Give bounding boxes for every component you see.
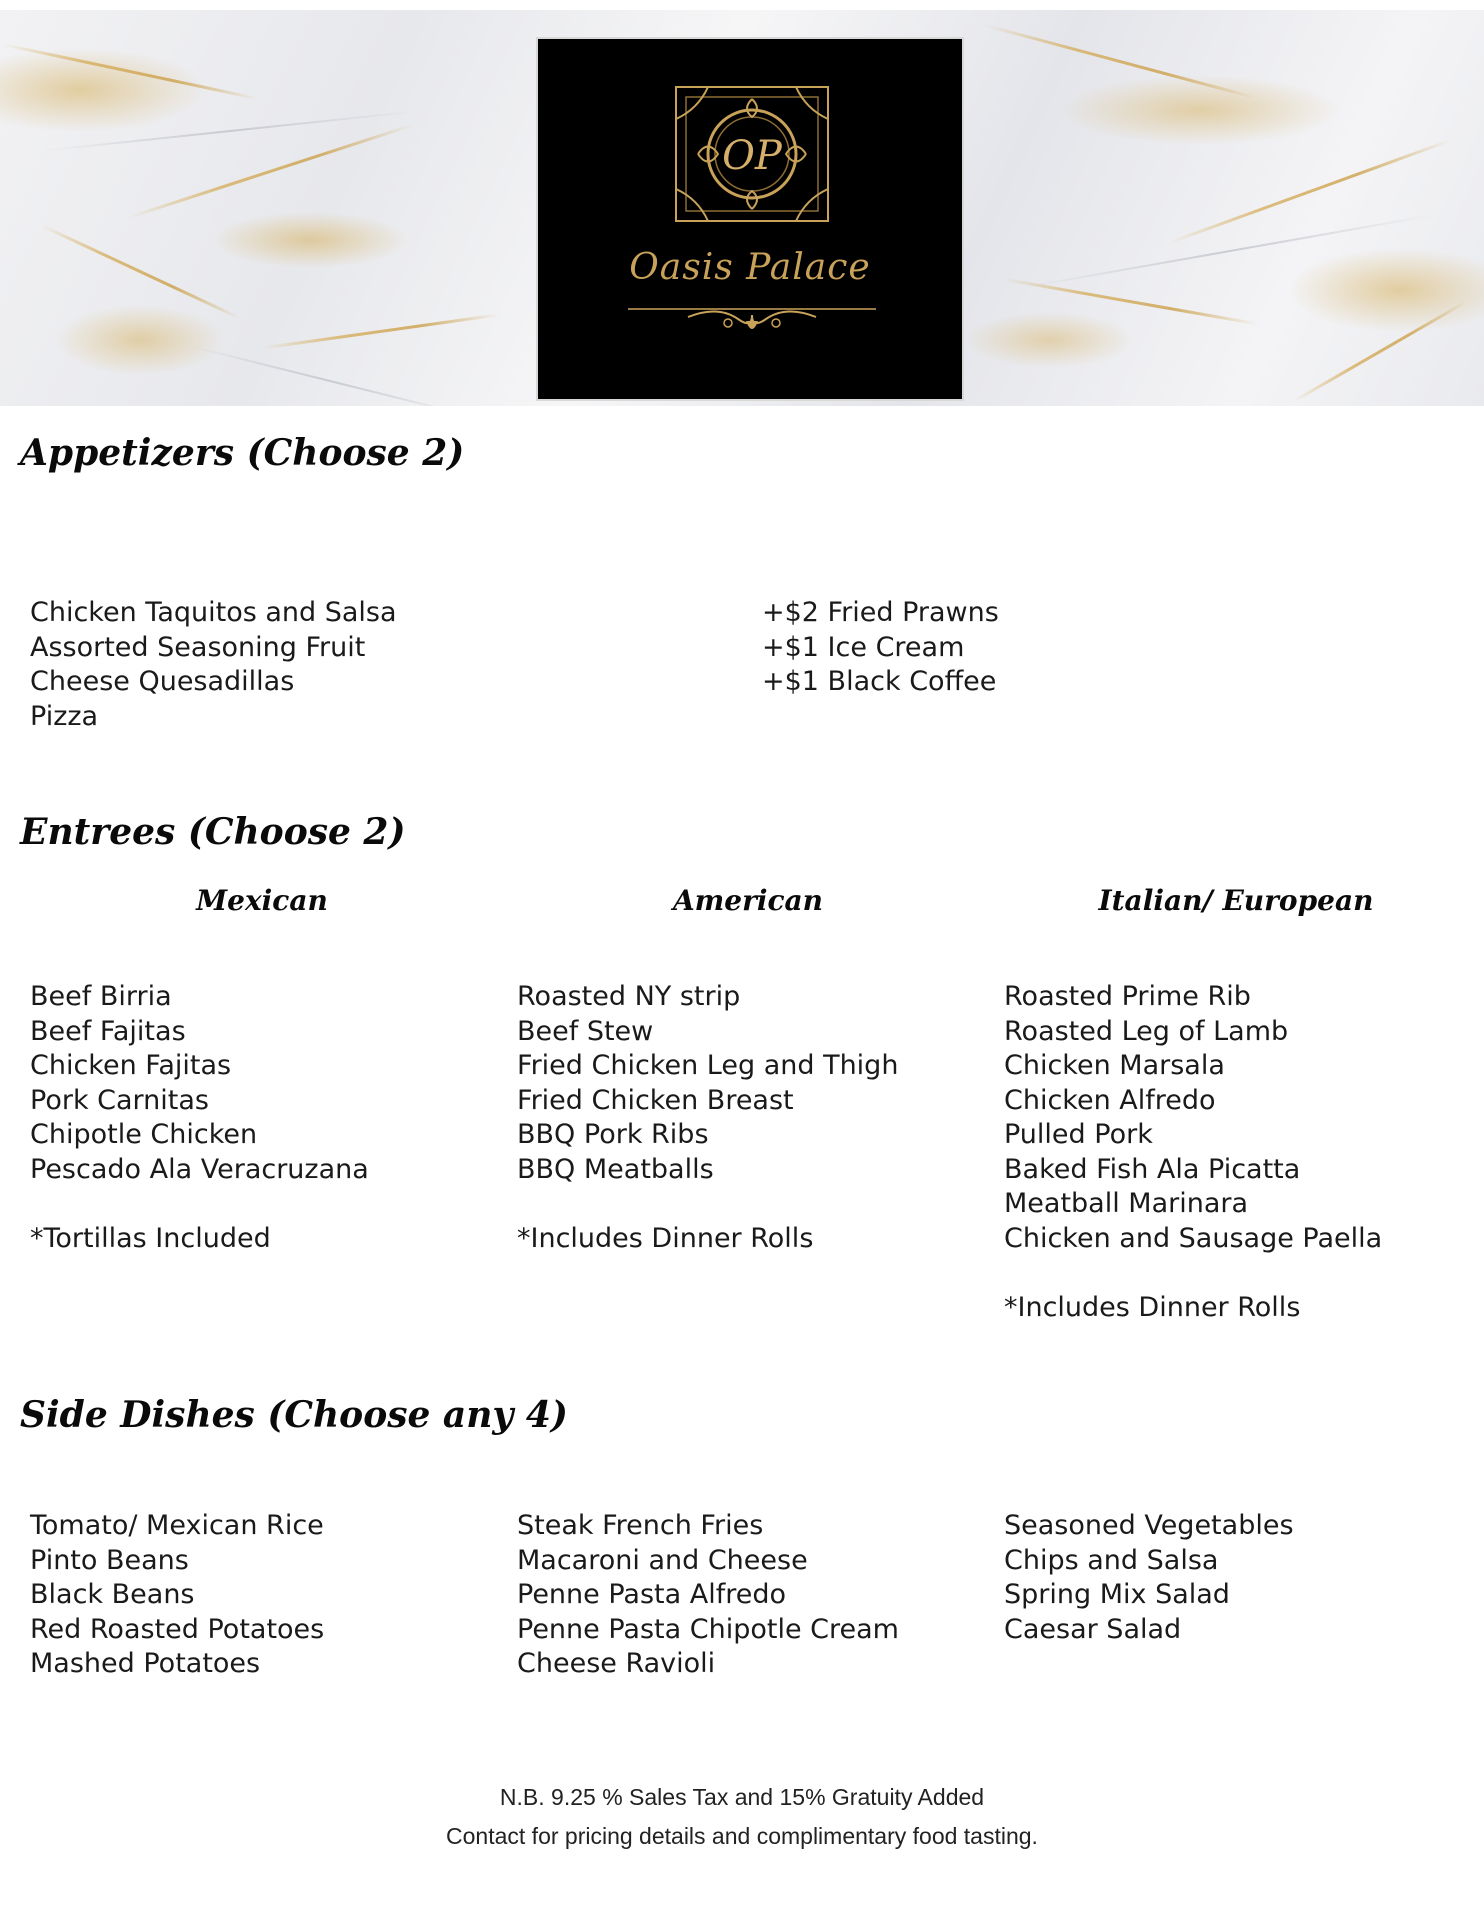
svg-text:OP: OP — [722, 133, 782, 179]
appetizer-addons-list — [762, 596, 999, 700]
list-item: Fried Chicken Breast — [517, 1084, 794, 1116]
list-item: Caesar Salad — [1004, 1613, 1182, 1645]
entrees-title: Entrees (Choose 2) — [20, 811, 406, 853]
list-item: Beef Birria — [30, 981, 172, 1012]
american-entrees-list — [517, 980, 898, 1187]
list-item: Chicken Alfredo — [1004, 1084, 1216, 1116]
appetizers-list — [30, 596, 397, 734]
list-item: Cheese Ravioli — [517, 1648, 716, 1679]
sides-list-1 — [30, 1509, 324, 1682]
list-item: Pulled Pork — [1004, 1119, 1153, 1150]
side-dishes-title: Side Dishes (Choose any 4) — [20, 1394, 568, 1436]
list-item: Pizza — [30, 700, 99, 732]
list-item: +$1 Ice Cream — [762, 631, 965, 663]
italian-entrees-list — [1004, 980, 1382, 1256]
list-item: Pescado Ala Veracruzana — [30, 1153, 369, 1185]
list-item: Seasoned Vegetables — [1004, 1510, 1294, 1541]
list-item: Red Roasted Potatoes — [30, 1613, 325, 1645]
marble-banner — [0, 10, 1484, 406]
american-heading: American — [672, 884, 824, 917]
list-item: Chicken Taquitos and Salsa — [30, 597, 397, 628]
list-item: Chipotle Chicken — [30, 1119, 258, 1150]
sides-list-2 — [517, 1509, 899, 1682]
mexican-entrees-list — [30, 980, 369, 1187]
list-item: Assorted Seasoning Fruit — [30, 631, 366, 663]
footer-contact-note: Contact for pricing details and complimentary food tasting. — [446, 1823, 1038, 1849]
list-item: Mashed Potatoes — [30, 1648, 261, 1679]
list-item: Cheese Quesadillas — [30, 666, 295, 697]
footer-tax-note: N.B. 9.25 % Sales Tax and 15% Gratuity Added — [499, 1784, 985, 1810]
flourish-icon — [628, 297, 876, 337]
list-item: Chicken and Sausage Paella — [1004, 1222, 1383, 1254]
list-item: Pinto Beans — [30, 1544, 189, 1576]
list-item: Penne Pasta Chipotle Cream — [517, 1613, 899, 1645]
list-item: Penne Pasta Alfredo — [517, 1579, 786, 1610]
list-item: Steak French Fries — [517, 1510, 764, 1541]
list-item: Beef Stew — [517, 1015, 654, 1047]
italian-note: *Includes Dinner Rolls — [1004, 1292, 1301, 1323]
mexican-heading: Mexican — [196, 884, 328, 917]
monogram-emblem-icon — [668, 79, 836, 229]
list-item: Roasted NY strip — [517, 981, 741, 1012]
list-item: Chicken Fajitas — [30, 1050, 232, 1081]
list-item: BBQ Meatballs — [517, 1153, 714, 1185]
list-item: Tomato/ Mexican Rice — [30, 1510, 324, 1541]
list-item: Roasted Leg of Lamb — [1004, 1015, 1289, 1047]
list-item: Fried Chicken Leg and Thigh — [517, 1050, 899, 1081]
list-item: Chicken Marsala — [1004, 1050, 1225, 1081]
list-item: +$2 Fried Prawns — [762, 597, 999, 628]
mexican-note: *Tortillas Included — [30, 1223, 271, 1254]
list-item: Beef Fajitas — [30, 1015, 186, 1047]
list-item: Macaroni and Cheese — [517, 1544, 808, 1576]
list-item: +$1 Black Coffee — [762, 666, 997, 697]
list-item: Black Beans — [30, 1579, 195, 1610]
italian-european-heading: Italian/ European — [1098, 884, 1374, 917]
appetizers-title: Appetizers (Choose 2) — [20, 432, 465, 474]
brand-name: Oasis Palace — [629, 247, 871, 288]
sides-list-3 — [1004, 1509, 1294, 1647]
list-item: Pork Carnitas — [30, 1084, 209, 1116]
american-note: *Includes Dinner Rolls — [517, 1223, 814, 1254]
list-item: Baked Fish Ala Picatta — [1004, 1153, 1301, 1185]
logo — [536, 37, 964, 401]
list-item: Chips and Salsa — [1004, 1544, 1219, 1576]
list-item: Spring Mix Salad — [1004, 1579, 1230, 1610]
list-item: Roasted Prime Rib — [1004, 981, 1251, 1012]
list-item: BBQ Pork Ribs — [517, 1119, 709, 1150]
list-item: Meatball Marinara — [1004, 1188, 1249, 1219]
